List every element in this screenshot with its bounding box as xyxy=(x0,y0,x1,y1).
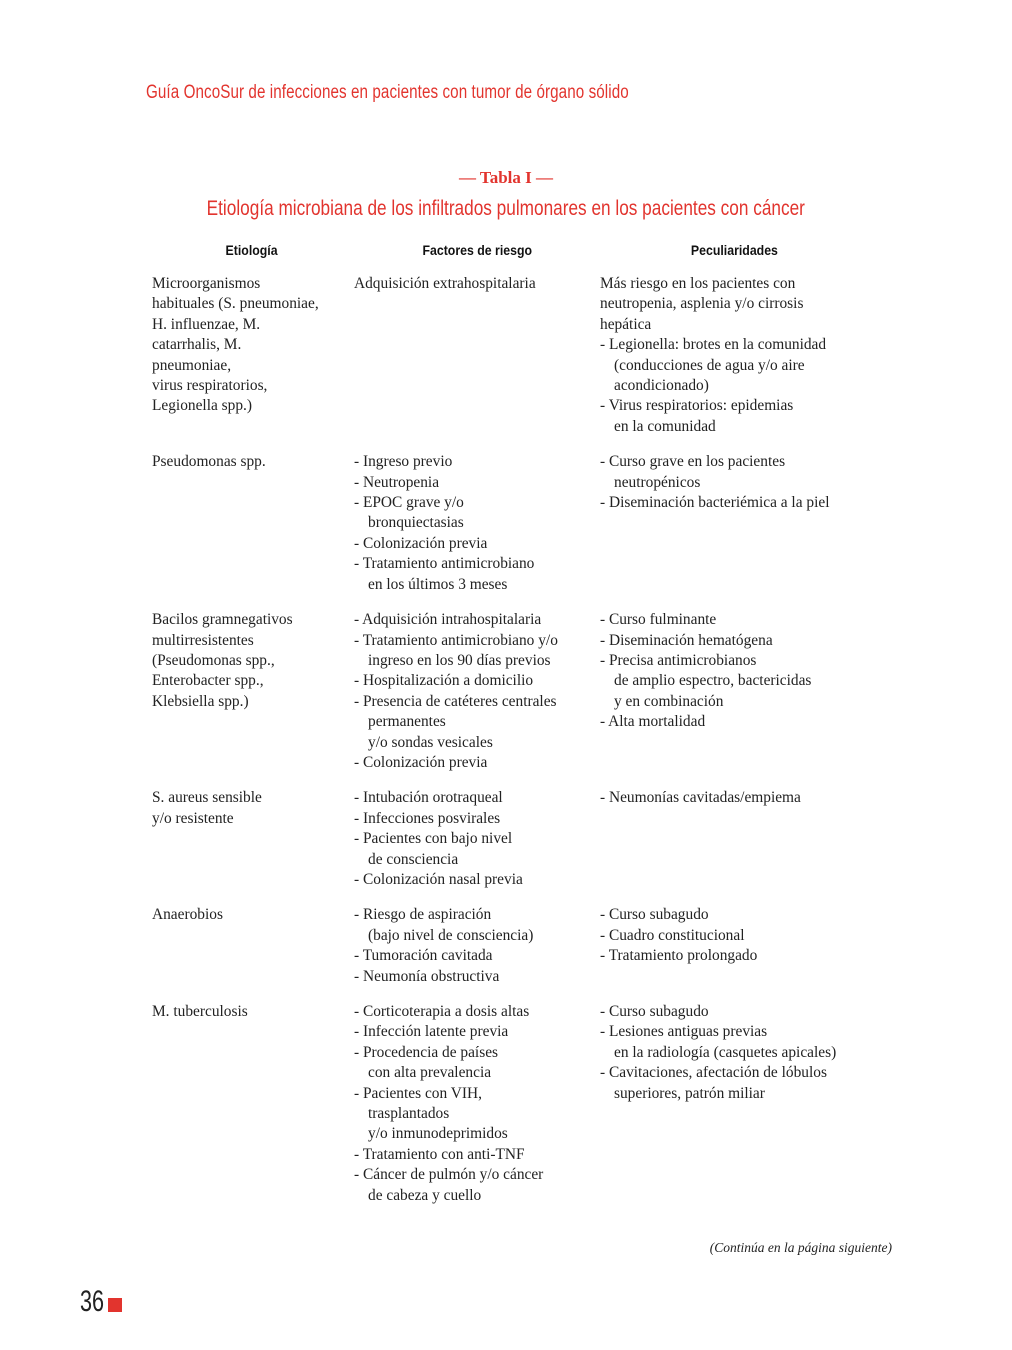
peculiaridad-text: - Cavitaciones, afectación de lóbulos xyxy=(600,1064,827,1082)
peculiaridad-continuation: superiores, patrón miliar xyxy=(614,1084,765,1102)
peculiaridad-text: - Virus respiratorios: epidemias xyxy=(600,397,794,415)
etiologia-line: multirresistentes xyxy=(152,631,254,649)
risk-factor-item xyxy=(354,610,600,630)
cell-factores-riesgo xyxy=(354,610,600,773)
table-row xyxy=(152,274,892,437)
peculiaridad-text: - Neumonías cavitadas/empiema xyxy=(600,789,801,807)
risk-factor-item xyxy=(354,967,600,987)
risk-factor-continuation: de consciencia xyxy=(368,850,459,868)
cell-factores-riesgo xyxy=(354,1002,600,1206)
risk-factor-text: - Procedencia de países xyxy=(354,1043,499,1061)
peculiaridad-item xyxy=(600,452,892,493)
risk-factor-item xyxy=(354,554,600,595)
risk-factor-text: - Colonización previa xyxy=(354,753,488,771)
etiologia-line: H. influenzae, M. xyxy=(152,315,261,333)
cell-peculiaridades xyxy=(600,788,892,890)
risk-factor-text: - Tratamiento con anti-TNF xyxy=(354,1145,525,1163)
cell-peculiaridades xyxy=(600,1002,892,1206)
peculiaridad-text: - Tratamiento prolongado xyxy=(600,947,758,965)
risk-factor-item xyxy=(354,946,600,966)
risk-factor-text: - Colonización previa xyxy=(354,534,488,552)
peculiaridad-text: - Precisa antimicrobianos xyxy=(600,651,757,669)
peculiaridad-continuation: en la comunidad xyxy=(614,417,716,435)
risk-factor-text: - Tumoración cavitada xyxy=(354,947,493,965)
risk-factor-text: - Pacientes con bajo nivel xyxy=(354,830,513,848)
risk-factor-text: - Infecciones posvirales xyxy=(354,809,501,827)
risk-factor-item xyxy=(354,905,600,946)
peculiaridad-text: - Curso subagudo xyxy=(600,1003,709,1020)
etiologia-line: M. tuberculosis xyxy=(152,1003,248,1020)
risk-factor-text: - Neumonía obstructiva xyxy=(354,967,500,985)
column-header-label: Peculiaridades xyxy=(690,242,778,258)
peculiaridad-text: - Diseminación bacteriémica a la piel xyxy=(600,494,830,512)
etiologia-line: virus respiratorios, xyxy=(152,377,268,395)
risk-factor-item xyxy=(354,631,600,672)
cell-factores-riesgo xyxy=(354,905,600,987)
cell-peculiaridades xyxy=(600,610,892,773)
cell-etiologia xyxy=(152,1002,354,1206)
peculiaridad-item xyxy=(600,335,892,396)
peculiaridad-text: - Alta mortalidad xyxy=(600,713,706,731)
etiologia-line: catarrhalis, M. xyxy=(152,336,242,354)
table-title xyxy=(0,197,1012,221)
etiologia-line: S. aureus sensible xyxy=(152,789,262,807)
risk-factor-continuation: trasplantados xyxy=(368,1105,450,1123)
column-header-label: Etiología xyxy=(225,242,278,258)
risk-factor-continuation: en los últimos 3 meses xyxy=(368,575,508,593)
cell-etiologia xyxy=(152,274,354,437)
risk-factor-continuation: permanentes xyxy=(368,713,446,731)
peculiaridad-item xyxy=(600,493,892,513)
peculiaridad-continuation: neutropénicos xyxy=(614,473,701,491)
etiologia-line: pneumoniae, xyxy=(152,356,232,374)
cell-factores-riesgo xyxy=(354,274,600,437)
risk-factor-text: - Cáncer de pulmón y/o cáncer xyxy=(354,1166,544,1184)
table-body xyxy=(152,274,892,1221)
risk-factor-item xyxy=(354,1165,600,1206)
risk-factor-text: Adquisición extrahospitalaria xyxy=(354,275,536,292)
table-row xyxy=(152,452,892,595)
risk-factor-continuation: con alta prevalencia xyxy=(368,1064,492,1082)
risk-factor-text: - Riesgo de aspiración xyxy=(354,906,492,924)
risk-factor-item xyxy=(354,870,600,890)
risk-factor-continuation: de cabeza y cuello xyxy=(368,1186,482,1204)
risk-factor-item xyxy=(354,829,600,870)
running-header: Guía OncoSur de infecciones en pacientes con tumor de órgano sólido xyxy=(146,82,629,103)
risk-factor-item xyxy=(354,473,600,493)
risk-factor-item xyxy=(354,692,600,753)
etiologia-line: (Pseudomonas spp., xyxy=(152,651,275,669)
etiologia-line: y/o resistente xyxy=(152,809,234,827)
cell-factores-riesgo xyxy=(354,452,600,595)
column-header-factores xyxy=(415,242,540,258)
etiologia-line: Microorganismos xyxy=(152,275,261,292)
peculiaridad-text: - Curso subagudo xyxy=(600,906,709,924)
peculiaridad-item xyxy=(600,651,892,712)
risk-factor-text: - EPOC grave y/o xyxy=(354,494,464,512)
peculiaridad-item xyxy=(600,946,892,966)
peculiaridad-text: - Cuadro constitucional xyxy=(600,926,745,944)
risk-factor-text: - Pacientes con VIH, xyxy=(354,1084,482,1102)
peculiaridad-continuation: acondicionado) xyxy=(614,377,709,395)
column-header-label: Factores de riesgo xyxy=(422,242,533,258)
peculiaridad-item xyxy=(600,631,892,651)
peculiaridad-continuation: y en combinación xyxy=(614,692,724,710)
risk-factor-item xyxy=(354,493,600,534)
risk-factor-text: - Tratamiento antimicrobiano y/o xyxy=(354,631,558,649)
cell-peculiaridades xyxy=(600,452,892,595)
risk-factor-text: - Adquisición intrahospitalaria xyxy=(354,611,542,629)
peculiaridad-item xyxy=(600,926,892,946)
peculiaridad-item xyxy=(600,1063,892,1104)
continues-note: (Continúa en la página siguiente) xyxy=(709,1240,892,1255)
risk-factor-text: - Corticoterapia a dosis altas xyxy=(354,1003,530,1020)
etiologia-line: habituales (S. pneumoniae, xyxy=(152,295,319,313)
table-title-text: Etiología microbiana de los infiltrados pulmonares en los pacientes con cáncer xyxy=(206,197,806,220)
etiologia-line: Klebsiella spp.) xyxy=(152,692,249,710)
risk-factor-item xyxy=(354,1043,600,1084)
etiologia-line: Bacilos gramnegativos xyxy=(152,611,293,629)
risk-factor-item xyxy=(354,753,600,773)
risk-factor-item xyxy=(354,1084,600,1145)
etiologia-line: Anaerobios xyxy=(152,906,223,924)
risk-factor-text: - Ingreso previo xyxy=(354,453,453,471)
peculiaridad-intro-line: Más riesgo en los pacientes con xyxy=(600,275,796,292)
peculiaridad-item xyxy=(600,1022,892,1063)
cell-etiologia xyxy=(152,452,354,595)
risk-factor-text: - Tratamiento antimicrobiano xyxy=(354,555,535,573)
risk-factor-item xyxy=(354,1022,600,1042)
table-row xyxy=(152,1002,892,1206)
peculiaridad-intro-line: hepática xyxy=(600,315,652,333)
peculiaridad-item xyxy=(600,905,892,925)
table-row xyxy=(152,905,892,987)
peculiaridad-continuation: (conducciones de agua y/o aire xyxy=(614,356,805,374)
risk-factor-item xyxy=(354,788,600,808)
cell-etiologia xyxy=(152,788,354,890)
cell-factores-riesgo xyxy=(354,788,600,890)
table-label: — Tabla I — xyxy=(458,168,553,187)
risk-factor-continuation: bronquiectasias xyxy=(368,514,464,532)
peculiaridad-item xyxy=(600,396,892,437)
peculiaridad-item xyxy=(600,712,892,732)
risk-factor-continuation: (bajo nivel de consciencia) xyxy=(368,926,534,944)
peculiaridad-text: - Diseminación hematógena xyxy=(600,631,773,649)
page-number-text: 36 xyxy=(80,1285,105,1318)
risk-factor-continuation: y/o inmunodeprimidos xyxy=(368,1125,508,1143)
cell-peculiaridades xyxy=(600,274,892,437)
risk-factor-item xyxy=(354,534,600,554)
peculiaridad-continuation: de amplio espectro, bactericidas xyxy=(614,672,812,690)
page-marker-square xyxy=(108,1298,122,1312)
etiologia-line: Enterobacter spp., xyxy=(152,672,264,690)
risk-factor-item xyxy=(354,809,600,829)
cell-peculiaridades xyxy=(600,905,892,987)
peculiaridad-text: - Curso grave en los pacientes xyxy=(600,453,786,471)
etiologia-line: Legionella spp.) xyxy=(152,397,253,415)
cell-etiologia xyxy=(152,610,354,773)
peculiaridad-continuation: en la radiología (casquetes apicales) xyxy=(614,1043,837,1061)
peculiaridad-text: - Lesiones antiguas previas xyxy=(600,1023,768,1041)
peculiaridad-text: - Legionella: brotes en la comunidad xyxy=(600,336,827,354)
risk-factor-text: - Intubación orotraqueal xyxy=(354,789,503,807)
column-header-peculiaridades xyxy=(685,242,784,258)
risk-factor-text: - Colonización nasal previa xyxy=(354,870,523,888)
risk-factor-text: - Hospitalización a domicilio xyxy=(354,672,534,690)
peculiaridad-text: - Curso fulminante xyxy=(600,611,717,629)
table-row xyxy=(152,610,892,773)
cell-etiologia xyxy=(152,905,354,987)
peculiaridad-intro-line: neutropenia, asplenia y/o cirrosis xyxy=(600,295,804,313)
risk-factor-item xyxy=(354,1002,600,1022)
peculiaridad-item xyxy=(600,1002,892,1022)
peculiaridad-item xyxy=(600,788,892,808)
risk-factor-item xyxy=(354,1145,600,1165)
table-row xyxy=(152,788,892,890)
risk-factor-item xyxy=(354,274,600,294)
column-header-etiologia xyxy=(222,242,281,258)
risk-factor-continuation: y/o sondas vesicales xyxy=(368,733,493,751)
risk-factor-text: - Presencia de catéteres centrales xyxy=(354,692,557,710)
risk-factor-item xyxy=(354,452,600,472)
peculiaridad-item xyxy=(600,610,892,630)
risk-factor-text: - Neutropenia xyxy=(354,473,440,491)
etiologia-line: Pseudomonas spp. xyxy=(152,453,266,471)
risk-factor-continuation: ingreso en los 90 días previos xyxy=(368,651,551,669)
risk-factor-item xyxy=(354,671,600,691)
risk-factor-text: - Infección latente previa xyxy=(354,1023,509,1041)
